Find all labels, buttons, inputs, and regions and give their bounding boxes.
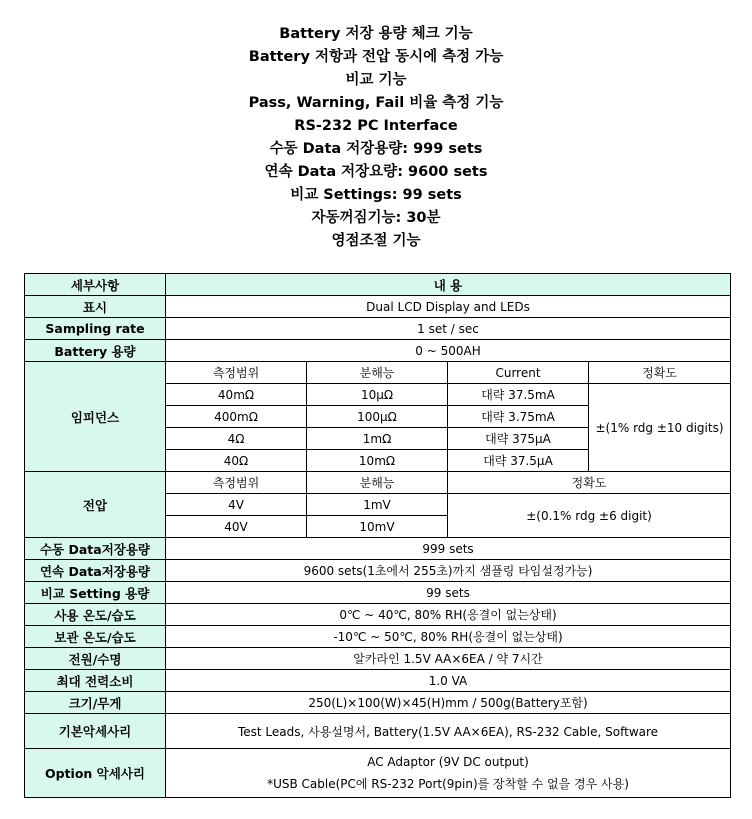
row-value: Dual LCD Display and LEDs xyxy=(166,296,731,318)
feature-line: 비교 Settings: 99 sets xyxy=(290,187,462,203)
impedance-range: 40Ω xyxy=(166,450,307,472)
impedance-resolution: 100μΩ xyxy=(307,406,448,428)
row-label: 보관 온도/습도 xyxy=(25,626,166,648)
option-item: AC Adaptor (9V DC output) xyxy=(367,755,529,769)
voltage-col-header: 정확도 xyxy=(448,472,731,494)
voltage-label: 전압 xyxy=(25,472,166,538)
row-value: 9600 sets(1초에서 255초)까지 샘플링 타임설정가능) xyxy=(166,560,731,582)
feature-line: 연속 Data 저장요량: 9600 sets xyxy=(264,164,488,180)
table-row xyxy=(25,582,731,604)
impedance-label: 임피던스 xyxy=(25,362,166,472)
feature-line: Battery 저장 용량 체크 기능 xyxy=(279,26,473,42)
row-label: 사용 온도/습도 xyxy=(25,604,166,626)
impedance-col-header: 분해능 xyxy=(307,362,448,384)
row-value: Test Leads, 사용설명서, Battery(1.5V AA×6EA), RS-232 Cable, Software xyxy=(166,714,731,749)
feature-line: Pass, Warning, Fail 비율 측정 기능 xyxy=(248,95,504,111)
table-row xyxy=(25,560,731,582)
row-label: 표시 xyxy=(25,296,166,318)
voltage-range: 40V xyxy=(166,516,307,538)
row-value: 0 ~ 500AH xyxy=(166,340,731,362)
table-row xyxy=(25,538,731,560)
options-value xyxy=(166,749,731,798)
impedance-resolution: 1mΩ xyxy=(307,428,448,450)
voltage-range: 4V xyxy=(166,494,307,516)
impedance-range: 40mΩ xyxy=(166,384,307,406)
table-row xyxy=(25,604,731,626)
table-row xyxy=(25,648,731,670)
row-label: Battery 용량 xyxy=(25,340,166,362)
header-value: 내 용 xyxy=(166,274,731,296)
row-label: 최대 전력소비 xyxy=(25,670,166,692)
voltage-accuracy: ±(0.1% rdg ±6 digit) xyxy=(448,494,731,538)
table-row xyxy=(25,714,731,749)
feature-line: Battery 저항과 전압 동시에 측정 가능 xyxy=(248,49,504,65)
feature-line: 영점조절 기능 xyxy=(331,233,421,249)
row-value: 1.0 VA xyxy=(166,670,731,692)
voltage-col-header: 분해능 xyxy=(307,472,448,494)
table-row xyxy=(25,296,731,318)
table-row xyxy=(25,670,731,692)
row-value: 알카라인 1.5V AA×6EA / 약 7시간 xyxy=(166,648,731,670)
voltage-resolution: 10mV xyxy=(307,516,448,538)
impedance-accuracy: ±(1% rdg ±10 digits) xyxy=(589,384,731,472)
impedance-resolution: 10μΩ xyxy=(307,384,448,406)
voltage-header-row xyxy=(25,472,731,494)
table-row xyxy=(25,318,731,340)
table-row xyxy=(25,749,731,798)
row-label: 수동 Data저장용량 xyxy=(25,538,166,560)
row-value: 0℃ ~ 40℃, 80% RH(응결이 없는상태) xyxy=(166,604,731,626)
row-label: 연속 Data저장용량 xyxy=(25,560,166,582)
table-row xyxy=(25,626,731,648)
impedance-current: 대략 375μA xyxy=(448,428,589,450)
row-label: 전원/수명 xyxy=(25,648,166,670)
impedance-range: 4Ω xyxy=(166,428,307,450)
row-label: Sampling rate xyxy=(25,318,166,340)
impedance-header-row xyxy=(25,362,731,384)
feature-line: 자동꺼짐기능: 30분 xyxy=(311,210,441,226)
impedance-col-header: 측정범위 xyxy=(166,362,307,384)
feature-line: 수동 Data 저장용량: 999 sets xyxy=(269,141,483,157)
row-value: 1 set / sec xyxy=(166,318,731,340)
header-label: 세부사항 xyxy=(25,274,166,296)
voltage-resolution: 1mV xyxy=(307,494,448,516)
impedance-col-header: 정확도 xyxy=(589,362,731,384)
row-label: 비교 Setting 용량 xyxy=(25,582,166,604)
impedance-current: 대략 37.5μA xyxy=(448,450,589,472)
table-header-row xyxy=(25,274,731,296)
table-row xyxy=(25,340,731,362)
impedance-current: 대략 37.5mA xyxy=(448,384,589,406)
voltage-col-header: 측정범위 xyxy=(166,472,307,494)
row-value: -10℃ ~ 50℃, 80% RH(응결이 없는상태) xyxy=(166,626,731,648)
row-label: 크기/무게 xyxy=(25,692,166,714)
row-value: 250(L)×100(W)×45(H)mm / 500g(Battery포함) xyxy=(166,692,731,714)
impedance-resolution: 10mΩ xyxy=(307,450,448,472)
feature-list xyxy=(0,23,752,253)
impedance-current: 대략 3.75mA xyxy=(448,406,589,428)
table-row xyxy=(25,692,731,714)
row-label: Option 악세사리 xyxy=(25,749,166,798)
row-label: 기본악세사리 xyxy=(25,714,166,749)
row-value: 999 sets xyxy=(166,538,731,560)
feature-line: 비교 기능 xyxy=(345,72,407,88)
impedance-col-header: Current xyxy=(448,362,589,384)
row-value: 99 sets xyxy=(166,582,731,604)
impedance-range: 400mΩ xyxy=(166,406,307,428)
spec-table xyxy=(24,273,731,798)
option-item: *USB Cable(PC에 RS-232 Port(9pin)를 장착할 수 없을 경우 사용) xyxy=(267,777,629,791)
feature-line: RS-232 PC Interface xyxy=(294,118,458,134)
